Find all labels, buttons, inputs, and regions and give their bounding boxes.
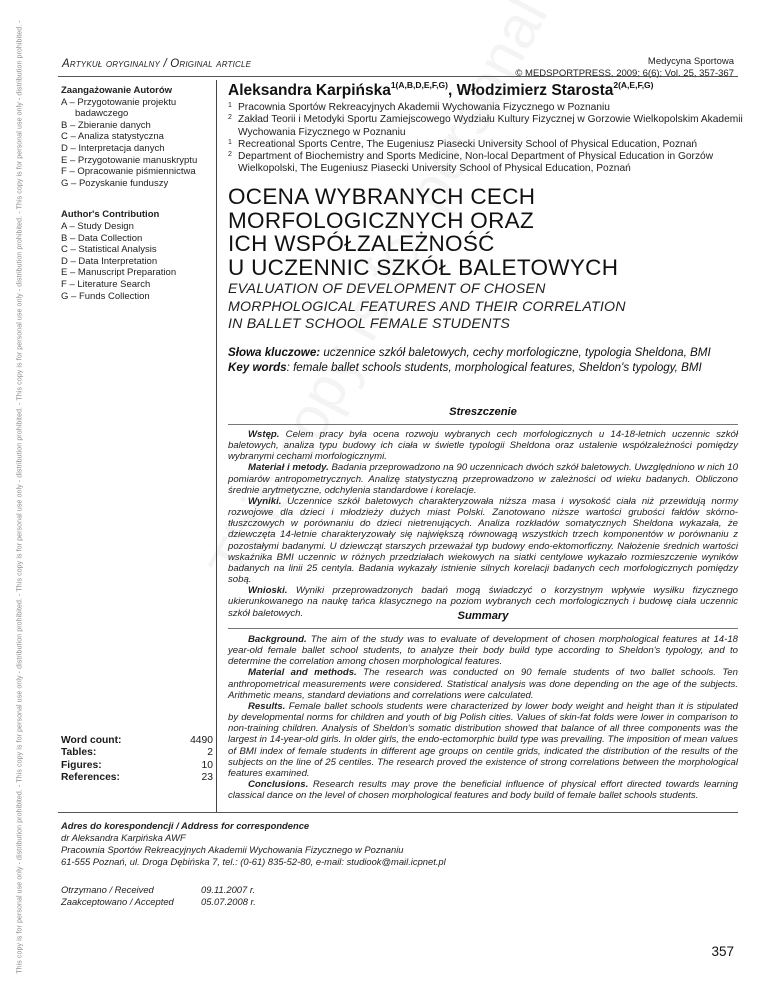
abstract-paragraph [228, 667, 738, 700]
author-contribution-column [61, 85, 211, 302]
author-affiliation-sup: 1(A,B,D,E,F,G) [390, 80, 448, 90]
author-name: Włodzimierz Starosta [456, 82, 614, 99]
contribution-en-item: F – Literature Search [61, 278, 151, 290]
stat-row [61, 760, 213, 772]
received-label: Otrzymano / Received [61, 884, 154, 895]
keywords-polish-text: uczennice szkół baletowych, cechy morfologiczne, typologia Sheldona, BMI [320, 346, 711, 359]
streszczenie-divider [228, 424, 738, 425]
abstract-paragraph [228, 429, 738, 462]
accepted-row [61, 896, 256, 908]
abstract-paragraph [228, 634, 738, 667]
article-dates [61, 884, 256, 908]
affiliation-text: Zakład Teorii i Metodyki Sportu Zamiejscowego Wydziału Kultury Fizycznej w Gorzowie Wielkopolskim Akademii Wychowania Fizycznego w Poznaniu [238, 114, 743, 138]
keywords-polish-label: Słowa kluczowe: [228, 346, 321, 359]
author-separator: , [447, 82, 457, 99]
article-stats [61, 735, 213, 785]
affiliation-line [228, 151, 743, 176]
abstract-paragraph-label: Wnioski. [248, 585, 288, 597]
side-watermark [0, 0, 40, 994]
correspondence-heading: Adres do korespondencji / Address for correspondence [61, 820, 310, 831]
summary-body [228, 634, 738, 801]
contribution-pl-item: G – Pozyskanie funduszy [61, 177, 169, 189]
affiliation-line [228, 114, 743, 139]
stat-label: References: [61, 772, 120, 784]
title-english [228, 281, 626, 334]
abstract-paragraph [228, 462, 738, 495]
streszczenie-heading: Streszczenie [449, 406, 517, 418]
title-polish-line: U UCZENNIC SZKÓŁ BALETOWYCH [228, 254, 619, 280]
affiliations [228, 102, 743, 176]
contribution-en-item: C – Statistical Analysis [61, 244, 157, 256]
accepted-label: Zaakceptowano / Accepted [61, 896, 174, 907]
contribution-pl-item: badawczego [75, 108, 129, 120]
abstract-paragraph-text: The research was conducted on 90 female students of two ballet schools. Ten anthropometrical measurements were considered. Statistical analysis was done depending on the age of the subjects. Arithmetic means, standard deviations and correlations were calculated. [228, 667, 738, 701]
abstract-paragraph-label: Conclusions. [248, 779, 309, 791]
contribution-en-heading: Author's Contribution [61, 209, 160, 221]
contribution-en-item: B – Data Collection [61, 232, 143, 244]
correspondence-line: 61-555 Poznań, ul. Droga Dębińska 7, tel.: (0-61) 835-52-80, e-mail: studiook@mail.icpnet.pl [61, 856, 446, 867]
author-name: Aleksandra Karpińska [228, 82, 391, 99]
footer-divider [58, 812, 738, 813]
article-page [58, 0, 743, 994]
author-affiliation-sup: 2(A,E,F,G) [613, 80, 654, 90]
stat-value: 2 [207, 747, 213, 759]
title-english-line: IN BALLET SCHOOL FEMALE STUDENTS [228, 316, 511, 332]
abstract-paragraph-label: Wyniki. [248, 495, 282, 507]
abstract-paragraph-label: Wstęp. [248, 429, 280, 440]
contribution-pl-item: F – Opracowanie piśmiennictwa [61, 166, 196, 178]
abstract-paragraph [228, 779, 738, 801]
contribution-pl-heading: Zaangażowanie Autorów [61, 85, 173, 96]
keywords-polish [228, 346, 711, 361]
stat-row [61, 772, 213, 784]
abstract-paragraph-text: Celem pracy była ocena rozwoju wybranych cech morfologicznych u 14-18-letnich uczennic szkół baletowych, analiza typu budowy ich ciała w świetle typologii Sheldona oraz ustalenie współzależności pomiędzy wybranymi cechami morfologicznymi. [228, 429, 738, 463]
column-divider [216, 80, 217, 812]
header-divider [58, 76, 738, 77]
contribution-pl-item: C – Analiza statystyczna [61, 131, 164, 143]
article-type: Artykuł oryginalny / Original article [62, 58, 252, 70]
abstract-paragraph-label: Results. [248, 700, 286, 712]
contribution-pl-item: E – Przygotowanie manuskryptu [61, 154, 198, 166]
summary-divider [228, 628, 738, 629]
contribution-en-item: A – Study Design [61, 220, 134, 232]
contribution-pl-item: B – Zbieranie danych [61, 119, 151, 131]
title-polish [228, 185, 618, 279]
correspondence [61, 820, 661, 868]
stat-value: 4490 [190, 735, 213, 746]
keywords-english-label: Key words [228, 360, 287, 374]
received-date: 09.11.2007 r. [201, 884, 256, 895]
affiliation-number: 1 [228, 138, 232, 146]
affiliation-text: Pracownia Sportów Rekreacyjnych Akademii Wychowania Fizycznego w Poznaniu [238, 102, 610, 113]
keywords-english [228, 361, 711, 376]
journal-citation: © MEDSPORTPRESS, 2009; 6(6); Vol. 25, 357-367 [515, 68, 734, 79]
page-number: 357 [711, 944, 734, 959]
stat-row [61, 747, 213, 759]
abstract-paragraph-label: Material and methods. [248, 667, 357, 679]
summary-heading: Summary [457, 610, 509, 622]
stat-label: Word count: [61, 735, 122, 746]
correspondence-line: Pracownia Sportów Rekreacyjnych Akademii Wychowania Fizycznego w Poznaniu [61, 844, 404, 855]
title-english-line: MORPHOLOGICAL FEATURES AND THEIR CORRELATION [228, 298, 626, 315]
title-english-line: EVALUATION OF DEVELOPMENT OF CHOSEN [228, 281, 546, 297]
title-polish-line: MORFOLOGICZNYCH ORAZ [228, 207, 535, 233]
streszczenie-body [228, 429, 738, 619]
affiliation-number: 2 [228, 114, 232, 122]
keywords-english-text: : female ballet schools students, morphological features, Sheldon's typology, BMI [286, 360, 702, 374]
affiliation-number: 1 [228, 102, 232, 109]
abstract-paragraph-text: Wyniki przeprowadzonych badań mogą świadczyć o korzystnym wpływie wysiłku fizycznego ukierunkowanego na naukę tańca klasycznego na poziom wybranych cech morfologicznych i budowę ciała uczennic szkół baletowych. [228, 585, 738, 619]
side-watermark-text: This copy is for personal use only - distribution prohibited. - This copy is for personal use only - distribution prohibited. - This copy is for personal use only - distribution prohibited. - This copy is for personal use only - distribution prohibited. - This copy is for personal use only - distribution prohibited. - [16, 20, 24, 974]
affiliation-number: 2 [228, 151, 232, 159]
abstract-paragraph [228, 701, 738, 779]
accepted-date: 05.07.2008 r. [201, 896, 256, 907]
stat-label: Figures: [61, 759, 102, 771]
contribution-pl-item: D – Interpretacja danych [61, 142, 165, 154]
affiliation-text: Department of Biochemistry and Sports Medicine, Non-local Department of Physical Education in Gorzów Wielkopolski, The Eugeniusz Piasecki University School of Physical Education, Poznań [238, 151, 714, 175]
affiliation-line [228, 102, 743, 114]
title-polish-line: OCENA WYBRANYCH CECH [228, 184, 536, 209]
stat-row [61, 735, 213, 747]
contribution-en-item: G – Funds Collection [61, 290, 150, 302]
abstract-paragraph [228, 496, 738, 585]
contribution-en-item: E – Manuscript Preparation [61, 267, 177, 279]
stat-value: 23 [201, 772, 213, 784]
abstract-paragraph-text: Research results may prove the beneficial influence of physical effort directed towards learning classical dance on the level of chosen morphological features and body build of female ballet schools students. [228, 779, 738, 802]
abstract-paragraph-text: The aim of the study was to evaluate of development of chosen morphological features at 14-18 year-old female ballet school students, to analyze their body build type according to Sheldon's typology, and to determine the correlation among chosen morphological features. [228, 634, 738, 668]
contribution-pl-item: A – Przygotowanie projektu [61, 96, 177, 108]
correspondence-line: dr Aleksandra Karpińska AWF [61, 832, 186, 843]
contribution-en-item: D – Data Interpretation [61, 255, 158, 267]
abstract-paragraph-text: Uczennice szkół baletowych charakteryzowała niższa masa i wysokość ciała niż przewidują normy rozwojowe dla dzieci i młodzieży dużych miast Polski. Zanotowano niższe wartości grubości fałdów skórno-tłuszczowych w porównaniu do dzieci nietrenujących. Analiza rozkładów somatycznych Sheldona wykazała, że dziewczęta 14-letnie charakteryzowały się największą równowagą wszystkich trzech komponentów w porównaniu z pozostałymi badanymi. U dziewcząt starszych przeważał typ budowy endo-ektomorficzny. Nałożenie średnich wartości wskaźnika BMI uczennic w różnych przedziałach wiekowych na siatki centylowe wykazało rozmieszczenie wyników badanych na linii 25 centyla. Badania wykazały istnienie silnych korelacji badanych cech morfologicznych pomiędzy sobą. [228, 495, 738, 586]
stat-value: 10 [201, 759, 213, 771]
affiliation-text: Recreational Sports Centre, The Eugeniusz Piasecki University School of Physical Education, Poznań [238, 138, 698, 150]
journal-name: Medycyna Sportowa [647, 56, 734, 67]
keywords [228, 346, 711, 375]
abstract-paragraph-text: Badania przeprowadzono na 90 uczennicach dwóch szkół baletowych. Uwzględniono w nich 10 pomiarów antropometrycznych. Analizę statystyczną przeprowadzono w zależności od wieku badanych. Obliczono średnie arytmetyczne, odchylenia standardowe i korelacje. [228, 462, 738, 496]
abstract-paragraph-label: Background. [248, 634, 307, 645]
abstract-paragraph-text: Female ballet schools students were characterized by lower body weight and height than it is stipulated by developmental norms for children and youth of big Polish cities. Values of skin-fat folds were lower in comparison to non-training children. Analysis of Sheldon's somatic distribution showed that balance of all three components was the largest in 14-year-old girls. In older girls, the endo-ectomorphic build type was prevailing. The imposition of mean values of BMI index of female students in different age groups on centile grids, indicated the distribution of the results of the subjects on the line of 25 centiles. The research proved the existence of strong correlations between the morphological features examined. [228, 700, 738, 779]
stat-label: Tables: [61, 747, 97, 759]
author-list [228, 80, 654, 100]
title-polish-line: ICH WSPÓŁZALEŻNOŚĆ [228, 231, 495, 256]
affiliation-line [228, 139, 743, 151]
abstract-paragraph-label: Materiał i metody. [248, 462, 329, 474]
received-row [61, 884, 256, 896]
